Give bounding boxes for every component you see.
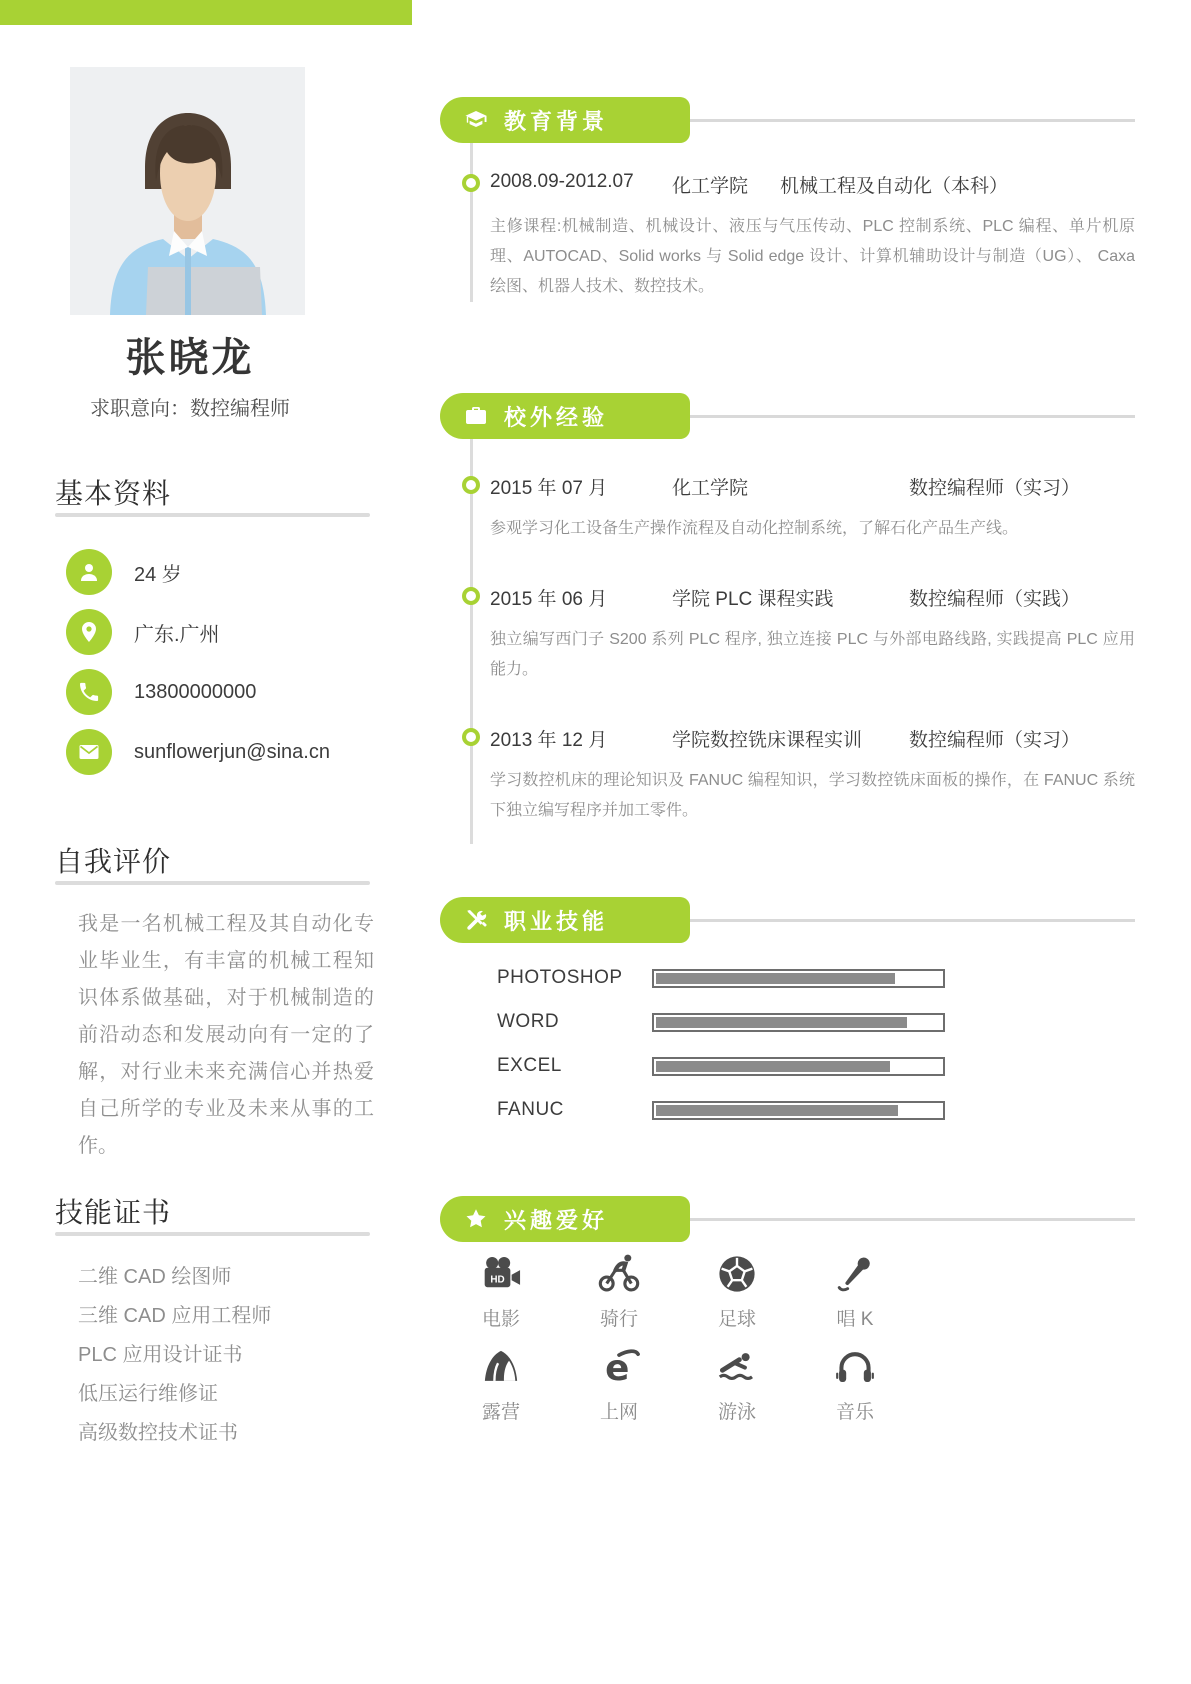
experience-date: 2015 年 07 月 [490, 478, 608, 499]
experience-entry-title [490, 725, 1135, 752]
experience-role: 数控编程师（实习） [909, 478, 1081, 499]
education-description: 主修课程:机械制造、机械设计、液压与气压传动、PLC 控制系统、PLC 编程、单片机原理、AUTOCAD、Solid works 与 Solid edge 设计、计算机辅助设计与制造（UG）、 Caxa 绘图、机器人技术、数控技术。 [490, 218, 1135, 295]
experience-org: 学院数控铣床课程实训 [672, 730, 863, 751]
timeline-bullet [462, 728, 480, 746]
certificate-item: 高级数控技术证书 [78, 1422, 238, 1444]
hobby-movies [442, 1252, 560, 1331]
location-pin-icon [66, 609, 112, 655]
hobby-label: 足球 [717, 1309, 756, 1330]
phone-icon [66, 669, 112, 715]
skill-label: EXCEL [497, 1055, 562, 1076]
job-objective: 求职意向：数控编程师 [90, 398, 290, 420]
location-value: 广东.广州 [134, 623, 220, 646]
certificates-heading: 技能证书 [55, 1197, 172, 1228]
skill-progress-bar [652, 1013, 945, 1032]
skills-header-line [690, 919, 1135, 922]
candidate-name: 张晓龙 [125, 336, 255, 380]
internet-explorer-icon [596, 1345, 642, 1389]
education-heading: 教育背景 [504, 108, 609, 134]
skill-label: FANUC [497, 1099, 564, 1120]
certificates-list [78, 1258, 374, 1453]
skill-progress-bar [652, 1101, 945, 1120]
skill-label: WORD [497, 1011, 560, 1032]
skill-row [440, 1000, 1000, 1044]
timeline-bullet [462, 476, 480, 494]
skill-progress-fill [656, 1105, 898, 1116]
education-entry-title [490, 171, 1135, 198]
experience-entry-title [490, 473, 1135, 500]
swimmer-icon [714, 1345, 760, 1389]
experience-org: 学院 PLC 课程实践 [672, 589, 834, 610]
certificates-rule [55, 1232, 370, 1236]
headphones-icon [832, 1345, 878, 1389]
certificate-item: 低压运行维修证 [78, 1383, 218, 1405]
svg-text:e: e [605, 1347, 630, 1389]
skills-pill [440, 897, 690, 943]
skill-progress-fill [656, 973, 895, 984]
timeline-bullet [462, 587, 480, 605]
hobby-label: 上网 [599, 1402, 638, 1423]
experience-role: 数控编程师（实习） [909, 730, 1081, 751]
education-section-header [440, 97, 1135, 143]
self-evaluation-text: 我是一名机械工程及其自动化专业毕业生，有丰富的机械工程知识体系做基础，对于机械制造的前沿动态和发展动向有一定的了解，对行业未来充满信心并热爱自己所学的专业及未来从事的工作。 [78, 913, 374, 1157]
profile-photo [70, 67, 305, 315]
phone-value: 13800000000 [134, 680, 257, 703]
hobby-label: 唱 K [836, 1309, 874, 1330]
hobby-label: 游泳 [717, 1402, 756, 1423]
hobby-label: 露营 [481, 1402, 520, 1423]
cycling-icon [596, 1252, 642, 1296]
certificate-item: 三维 CAD 应用工程师 [78, 1305, 272, 1327]
hobby-label: 音乐 [835, 1402, 874, 1423]
experience-entry [440, 584, 1135, 685]
experience-description: 独立编写西门子 S200 系列 PLC 程序, 独立连接 PLC 与外部电路线路, 实践提高 PLC 应用能力。 [490, 631, 1135, 678]
skill-progress-bar [652, 1057, 945, 1076]
hobbies-pill [440, 1196, 690, 1242]
skill-label: PHOTOSHOP [497, 967, 623, 988]
experience-description: 参观学习化工设备生产操作流程及自动化控制系统，了解石化产品生产线。 [490, 520, 1019, 537]
experience-entry [440, 473, 1135, 544]
basic-info-list [66, 542, 386, 782]
timeline-bullet [462, 174, 480, 192]
hobbies-section-header [440, 1196, 1135, 1242]
basic-info-heading: 基本资料 [55, 478, 172, 509]
basic-info-rule [55, 513, 370, 517]
skills-list [440, 956, 1000, 1132]
info-row-email [66, 722, 386, 782]
education-pill [440, 97, 690, 143]
education-entry [440, 171, 1135, 302]
certificate-item: PLC 应用设计证书 [78, 1344, 243, 1366]
experience-heading: 校外经验 [504, 404, 609, 430]
top-accent-bar [0, 0, 412, 25]
experience-section-header [440, 393, 1135, 439]
education-major: 机械工程及自动化（本科） [780, 176, 1009, 197]
movie-camera-icon [478, 1252, 524, 1296]
self-evaluation-rule [55, 881, 370, 885]
experience-timeline [440, 439, 1135, 826]
portrait-illustration [70, 67, 305, 315]
hobby-camping [442, 1345, 560, 1424]
info-row-phone [66, 662, 386, 722]
info-row-age [66, 542, 386, 602]
person-icon [66, 549, 112, 595]
education-header-line [690, 119, 1135, 122]
star-icon [464, 1207, 488, 1231]
experience-pill [440, 393, 690, 439]
hobby-karaoke [796, 1252, 914, 1331]
education-school: 化工学院 [672, 176, 749, 197]
experience-header-line [690, 415, 1135, 418]
graduation-cap-icon [464, 108, 488, 132]
soccer-ball-icon [714, 1252, 760, 1296]
education-timeline [440, 143, 1135, 302]
hobbies-heading: 兴趣爱好 [504, 1207, 609, 1233]
crossed-tools-icon [464, 908, 488, 932]
svg-text:HD: HD [490, 1274, 505, 1286]
hobbies-grid [442, 1252, 914, 1424]
email-value: sunflowerjun@sina.cn [134, 740, 330, 763]
skills-section-header [440, 897, 1135, 943]
hobby-swimming [678, 1345, 796, 1424]
experience-entry [440, 725, 1135, 826]
experience-org: 化工学院 [672, 478, 749, 499]
experience-role: 数控编程师（实践） [909, 589, 1081, 610]
hobby-label: 骑行 [599, 1309, 638, 1330]
skill-row [440, 956, 1000, 1000]
briefcase-icon [464, 404, 488, 428]
experience-date: 2015 年 06 月 [490, 589, 608, 610]
tent-icon [478, 1345, 524, 1389]
skill-row [440, 1044, 1000, 1088]
skill-progress-bar [652, 969, 945, 988]
hobby-music [796, 1345, 914, 1424]
certificate-item: 二维 CAD 绘图师 [78, 1266, 232, 1288]
skills-heading: 职业技能 [504, 908, 609, 934]
age-value: 24 岁 [134, 563, 182, 586]
hobby-cycling [560, 1252, 678, 1331]
envelope-icon [66, 729, 112, 775]
skill-progress-fill [656, 1061, 890, 1072]
skill-row [440, 1088, 1000, 1132]
experience-entry-title [490, 584, 1135, 611]
experience-date: 2013 年 12 月 [490, 730, 608, 751]
info-row-location [66, 602, 386, 662]
hobbies-header-line [690, 1218, 1135, 1221]
microphone-icon [832, 1252, 878, 1296]
education-date: 2008.09-2012.07 [490, 171, 634, 192]
experience-description: 学习数控机床的理论知识及 FANUC 编程知识，学习数控铣床面板的操作，在 FANUC 系统下独立编写程序并加工零件。 [490, 772, 1135, 819]
hobby-soccer [678, 1252, 796, 1331]
hobby-label: 电影 [481, 1309, 520, 1330]
skill-progress-fill [656, 1017, 907, 1028]
self-evaluation-heading: 自我评价 [55, 846, 172, 877]
hobby-internet [560, 1345, 678, 1424]
